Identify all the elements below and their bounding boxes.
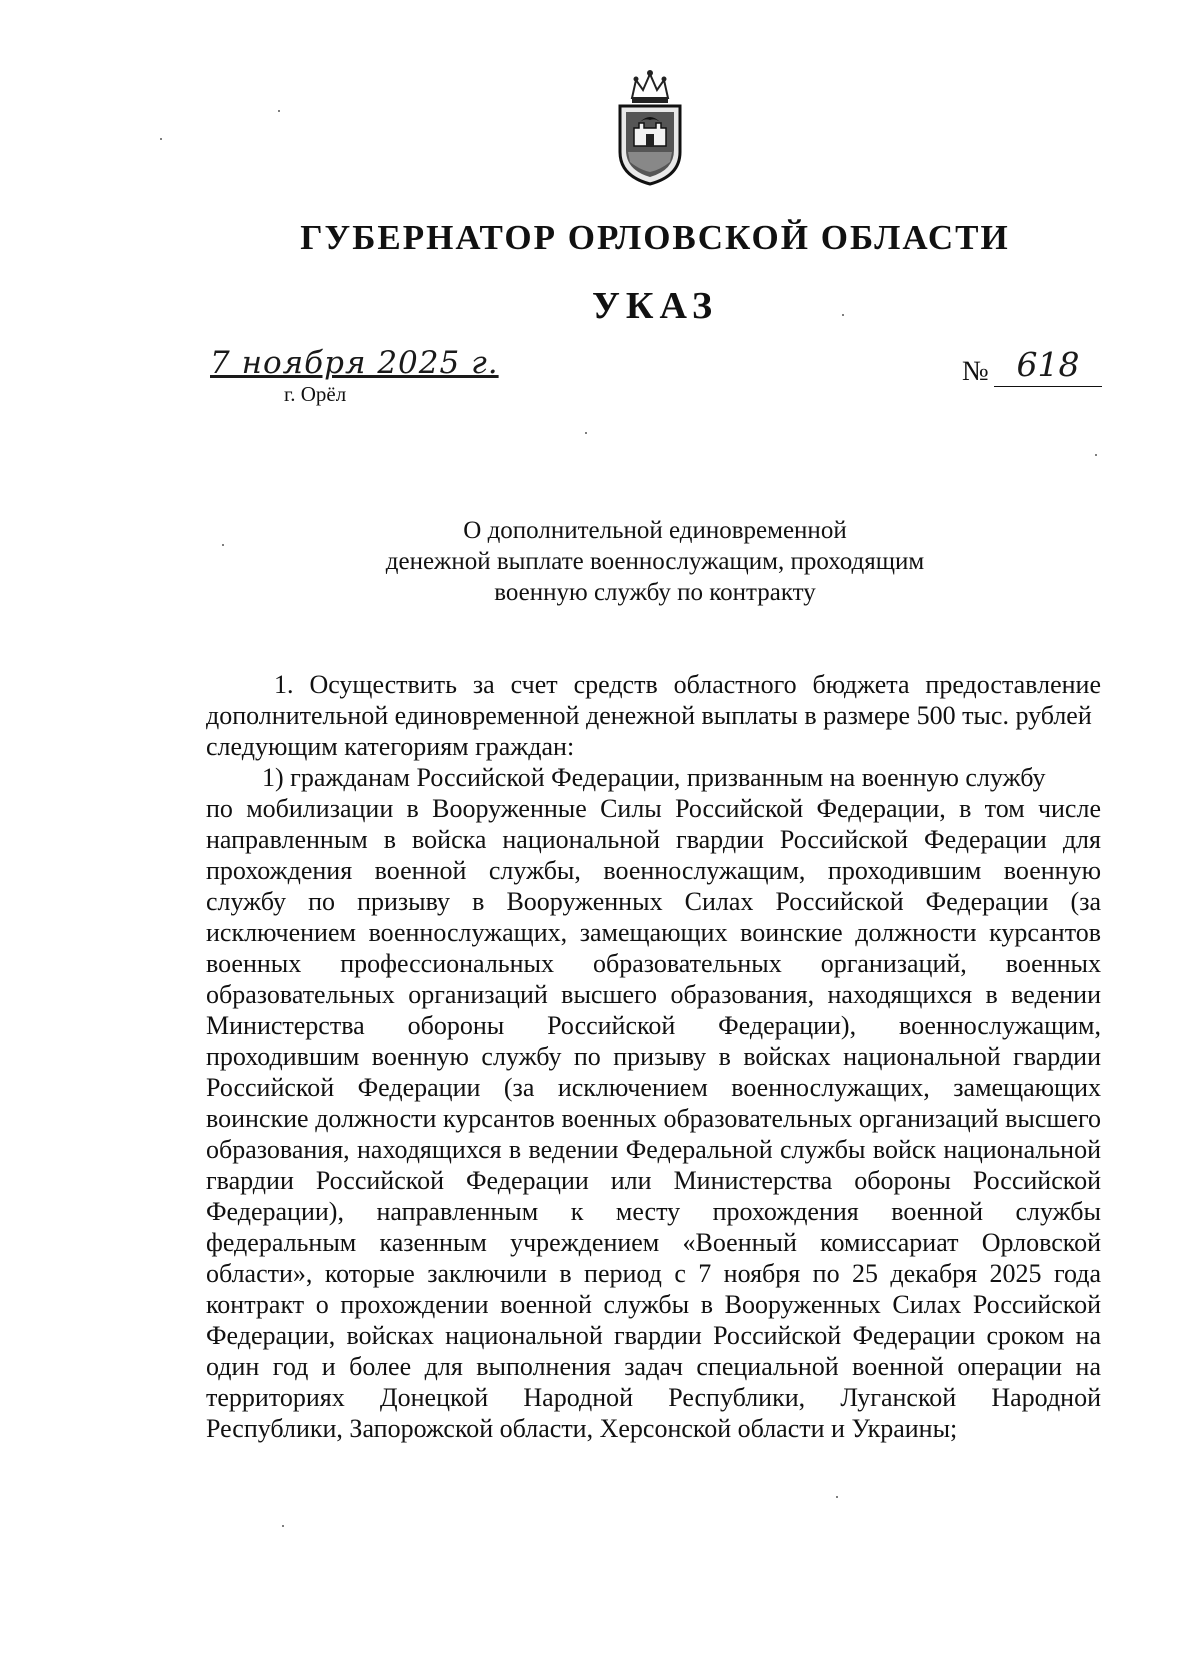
number-sign: №: [962, 356, 989, 387]
coat-of-arms-icon: [610, 68, 690, 186]
scan-speck: [585, 432, 587, 434]
scan-speck: [222, 544, 224, 546]
decree-title: [300, 515, 1010, 608]
title-line: военную службу по контракту: [494, 579, 816, 606]
paragraph-1-continuation: следующим категориям граждан:: [206, 732, 575, 761]
scan-speck: [278, 110, 280, 112]
document-type: УКАЗ: [592, 285, 718, 327]
subparagraph-1-text: по мобилизации в Вооруженные Силы Российской Федерации, в том числе направленным в войска национальной гвардии Российской Федерации для прохождения военной службы, военнослужащим, проходившим военную службу по призыву в Вооруженных Силах Российской Федерации (за исключением военнослужащих, замещающих воинские должности курсантов военных профессиональных образовательных организаций, военных образовательных организаций высшего образования, находящихся в ведении Министерства обороны Российской Федерации), военнослужащим, проходившим военную службу по призыву в войсках национальной гвардии Российской Федерации (за исключением военнослужащих, замещающих воинские должности курсантов военных образовательных организаций высшего образования, находящихся в ведении Федеральной службы войск национальной гвардии Российской Федерации или Министерства обороны Российской Федерации), направленным к месту прохождения военной службы федеральным казенным учреждением «Военный комиссариат Орловской области», которые заключили в период с 7 ноября по 25 декабря 2025 года контракт о прохождении военной службы в Вооруженных Силах Российской Федерации, войсках национальной гвардии Российской Федерации сроком на один год и более для выполнения задач специальной военной операции на территориях Донецкой Народной Республики, Луганской Народной Республики, Запорожской области, Херсонской области и Украины;: [206, 794, 1101, 1443]
scan-speck: [282, 1525, 284, 1527]
decree-body: [206, 669, 1101, 1444]
paragraph-1: 1. Осуществить за счет средств областного бюджета предоставление дополнительной единовременной денежной выплаты в размере 500 тыс. рублей: [206, 670, 1101, 730]
issuing-authority: ГУБЕРНАТОР ОРЛОВСКОЙ ОБЛАСТИ: [300, 218, 1010, 257]
handwritten-decree-number: 618: [1016, 345, 1080, 384]
title-line: денежной выплате военнослужащим, проходящим: [385, 548, 925, 575]
scan-speck: [842, 314, 844, 316]
scan-speck: [160, 138, 162, 140]
scan-speck: [836, 1496, 838, 1498]
scan-speck: [1095, 454, 1097, 456]
number-underline: [994, 386, 1102, 387]
subparagraph-1-start: 1) гражданам Российской Федерации, призванным на военную службу: [262, 763, 1046, 792]
city-of-issue: г. Орёл: [284, 382, 347, 406]
title-line: О дополнительной единовременной: [463, 517, 847, 544]
handwritten-date: 7 ноября 2025 г.: [210, 345, 499, 381]
